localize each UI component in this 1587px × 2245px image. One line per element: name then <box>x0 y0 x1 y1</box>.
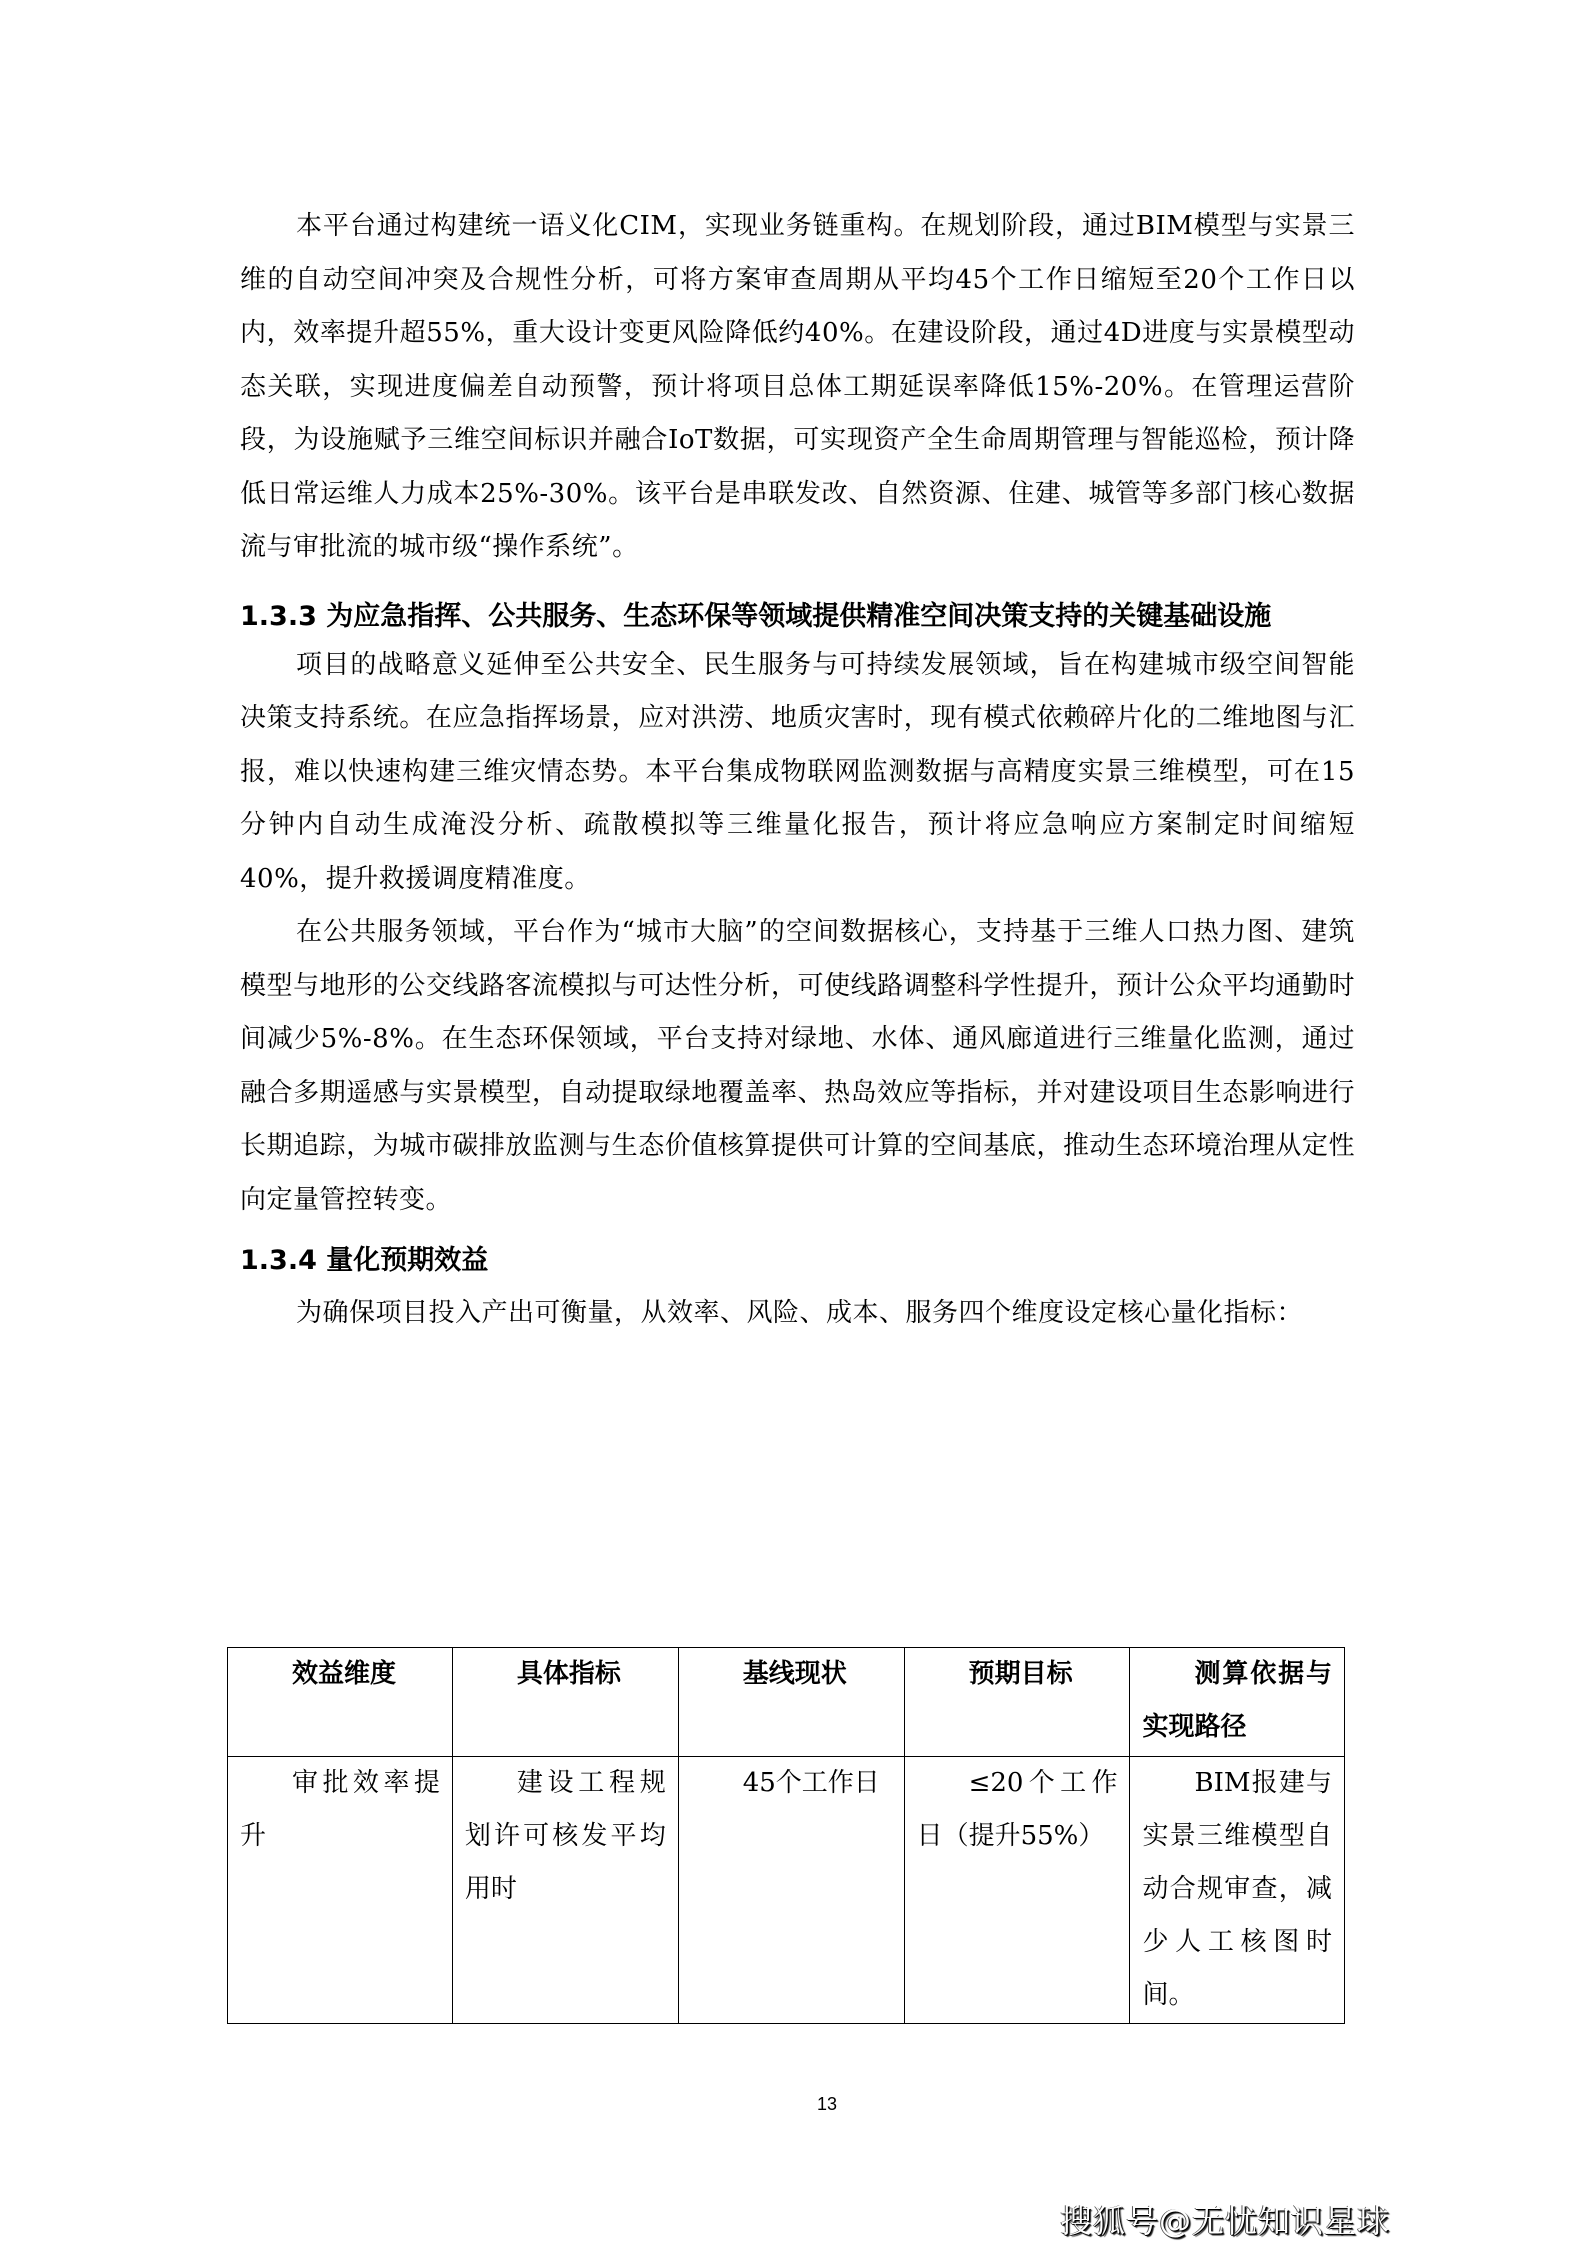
paragraph-cim-platform: 本平台通过构建统一语义化CIM，实现业务链重构。在规划阶段，通过BIM模型与实景三维的自动空间冲突及合规性分析，可将方案审查周期从平均45个工作日缩短至20个工作日以内，效率提升超55%，重大设计变更风险降低约40%。在建设阶段，通过4D进度与实景模型动态关联，实现进度偏差自动预警，预计将项目总体工期延误率降低15%-20%。在管理运营阶段，为设施赋予三维空间标识并融合IoT数据，可实现资产全生命周期管理与智能巡检，预计降低日常运维人力成本25%-30%。该平台是串联发改、自然资源、住建、城管等多部门核心数据流与审批流的城市级“操作系统”。 <box>240 211 1355 562</box>
benefits-table <box>227 1647 1345 2024</box>
page-number: 13 <box>817 2094 838 2114</box>
header-target: 预期目标 <box>904 1648 1130 1757</box>
section-heading-1-3-3: 1.3.3 为应急指挥、公共服务、生态环保等领域提供精准空间决策支持的关键基础设施 <box>240 600 1272 632</box>
paragraph-metrics-intro: 为确保项目投入产出可衡量，从效率、风险、成本、服务四个维度设定核心量化指标： <box>296 1298 1304 1328</box>
cell-target: ≤20个工作日（提升55%） <box>904 1757 1130 2024</box>
header-dimension: 效益维度 <box>228 1648 453 1757</box>
watermark: 搜狐号@无忧知识星球 <box>1060 2202 1391 2240</box>
cell-dimension: 审批效率提升 <box>228 1757 453 2024</box>
header-indicator: 具体指标 <box>452 1648 678 1757</box>
paragraph-emergency: 项目的战略意义延伸至公共安全、民生服务与可持续发展领域，旨在构建城市级空间智能决策支持系统。在应急指挥场景，应对洪涝、地质灾害时，现有模式依赖碎片化的二维地图与汇报，难以快速构建三维灾情态势。本平台集成物联网监测数据与高精度实景三维模型，可在15分钟内自动生成淹没分析、疏散模拟等三维量化报告，预计将应急响应方案制定时间缩短40%，提升救援调度精准度。 <box>240 649 1355 894</box>
header-baseline: 基线现状 <box>678 1648 904 1757</box>
table-header-row <box>228 1648 1345 1757</box>
section-heading-1-3-4: 1.3.4 量化预期效益 <box>240 1245 489 1276</box>
page-content <box>240 200 1355 1341</box>
paragraph-public-service: 在公共服务领域，平台作为“城市大脑”的空间数据核心，支持基于三维人口热力图、建筑模型与地形的公交线路客流模拟与可达性分析，可使线路调整科学性提升，预计公众平均通勤时间减少5%-8%。在生态环保领域，平台支持对绿地、水体、通风廊道进行三维量化监测，通过融合多期遥感与实景模型，自动提取绿地覆盖率、热岛效应等指标，并对建设项目生态影响进行长期追踪，为城市碳排放监测与生态价值核算提供可计算的空间基底，推动生态环境治理从定性向定量管控转变。 <box>240 917 1355 1215</box>
table-row <box>228 1757 1345 2024</box>
header-basis: 测算依据与实现路径 <box>1130 1648 1345 1757</box>
cell-basis: BIM报建与实景三维模型自动合规审查，减少人工核图时间。 <box>1130 1757 1345 2024</box>
cell-indicator: 建设工程规划许可核发平均用时 <box>452 1757 678 2024</box>
cell-baseline: 45个工作日 <box>678 1757 904 2024</box>
